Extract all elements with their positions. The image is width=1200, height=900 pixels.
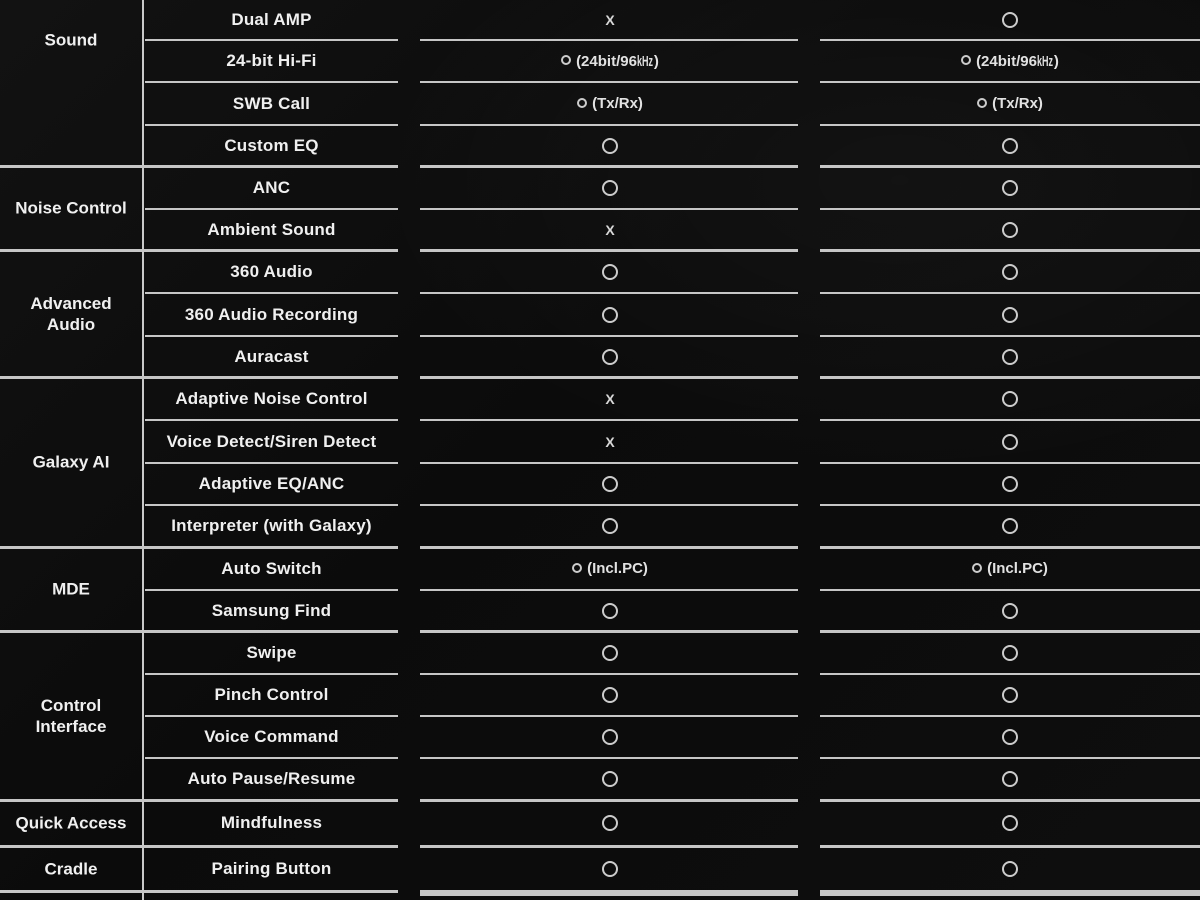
feature-label: Interpreter (with Galaxy)	[171, 516, 372, 535]
value-cell-b	[820, 505, 1200, 547]
yes-circle-icon	[1002, 815, 1018, 831]
feature-label: Pinch Control	[214, 685, 329, 704]
row-divider	[420, 890, 798, 896]
row-divider	[145, 81, 398, 83]
value-cell-a	[420, 293, 800, 336]
row-divider	[0, 546, 398, 549]
row-divider	[145, 757, 398, 759]
yes-circle-icon	[1002, 307, 1018, 323]
value-cell-b	[820, 166, 1200, 209]
row-divider	[820, 462, 1200, 464]
value-cell-a	[420, 250, 800, 293]
category-label: Advanced Audio	[30, 293, 112, 334]
row-divider	[145, 335, 398, 337]
row-divider	[420, 208, 798, 210]
value-cell-b	[820, 590, 1200, 631]
yes-circle-icon	[1002, 518, 1018, 534]
row-divider	[820, 376, 1200, 379]
no-x-icon: X	[605, 12, 615, 28]
value-cell-b	[820, 336, 1200, 377]
value-cell-a	[420, 674, 800, 716]
value-cell-b	[820, 846, 1200, 891]
row-divider	[145, 462, 398, 464]
row-divider	[145, 39, 398, 41]
row-divider	[0, 890, 398, 893]
row-divider	[420, 81, 798, 83]
yes-circle-icon	[1002, 349, 1018, 365]
category-label: Quick Access	[15, 813, 127, 833]
value-cell-b	[820, 716, 1200, 758]
category-label: Noise Control	[15, 198, 127, 218]
category-label: Control Interface	[35, 695, 107, 736]
feature-label: 24-bit Hi-Fi	[226, 51, 317, 70]
row-divider	[420, 292, 798, 294]
row-divider	[0, 799, 398, 802]
yes-circle-icon	[602, 476, 618, 492]
row-divider	[145, 589, 398, 591]
row-divider	[420, 630, 798, 633]
row-divider	[420, 165, 798, 168]
row-divider	[420, 673, 798, 675]
yes-circle-icon	[977, 98, 987, 108]
row-divider	[145, 419, 398, 421]
khz-unit: kHz	[636, 52, 653, 70]
value-cell-a	[420, 40, 800, 82]
yes-circle-icon	[1002, 476, 1018, 492]
feature-label: Voice Detect/Siren Detect	[166, 431, 377, 451]
value-note: (Incl.PC)	[987, 560, 1048, 577]
row-divider	[820, 890, 1200, 896]
row-divider	[420, 124, 798, 126]
value-cell-b	[820, 420, 1200, 463]
row-divider	[420, 845, 798, 848]
value-cell-a	[420, 463, 800, 505]
yes-circle-icon	[1002, 264, 1018, 280]
row-divider	[145, 715, 398, 717]
row-divider	[820, 799, 1200, 802]
yes-circle-icon	[1002, 771, 1018, 787]
value-cell-b	[820, 674, 1200, 716]
value-cell-a	[420, 377, 800, 420]
category-label: MDE	[52, 579, 90, 599]
row-divider	[820, 673, 1200, 675]
yes-circle-icon	[602, 603, 618, 619]
category-label: Sound	[44, 30, 98, 50]
row-divider	[820, 419, 1200, 421]
row-divider	[420, 462, 798, 464]
value-cell-a	[420, 0, 800, 40]
row-divider	[820, 335, 1200, 337]
value-note: (24bit/96kHz)	[976, 52, 1059, 70]
row-divider	[0, 376, 398, 379]
yes-circle-icon	[602, 771, 618, 787]
feature-label: Auracast	[234, 346, 309, 366]
row-divider	[145, 208, 398, 210]
value-note: (Incl.PC)	[587, 560, 648, 577]
feature-label: Swipe	[246, 642, 297, 662]
row-divider	[420, 419, 798, 421]
yes-circle-icon	[577, 98, 587, 108]
yes-circle-icon	[1002, 222, 1018, 238]
value-cell-a	[420, 82, 800, 125]
value-cell-b	[820, 758, 1200, 800]
row-divider	[820, 504, 1200, 506]
row-divider	[420, 335, 798, 337]
value-cell-a	[420, 547, 800, 590]
yes-circle-icon	[1002, 180, 1018, 196]
yes-circle-icon	[1002, 687, 1018, 703]
feature-label: Mindfulness	[220, 813, 323, 832]
row-divider	[145, 292, 398, 294]
value-cell-b	[820, 250, 1200, 293]
value-cell-a	[420, 631, 800, 674]
row-divider	[420, 546, 798, 549]
row-divider	[420, 504, 798, 506]
yes-circle-icon	[602, 687, 618, 703]
value-cell-b	[820, 800, 1200, 846]
yes-circle-icon	[1002, 645, 1018, 661]
no-x-icon: X	[605, 221, 615, 238]
row-divider	[420, 715, 798, 717]
value-cell-a	[420, 125, 800, 166]
category-label: Cradle	[44, 858, 98, 878]
row-divider	[0, 249, 398, 252]
yes-circle-icon	[602, 729, 618, 745]
category-label: Galaxy AI	[32, 452, 110, 472]
yes-circle-icon	[602, 307, 618, 323]
yes-circle-icon	[602, 349, 618, 365]
feature-label: Auto Switch	[221, 558, 322, 578]
value-cell-a	[420, 846, 800, 891]
feature-label: Pairing Button	[211, 858, 332, 878]
yes-circle-icon	[602, 645, 618, 661]
row-divider	[820, 845, 1200, 848]
column-divider	[142, 0, 144, 900]
row-divider	[0, 165, 398, 168]
value-cell-a	[420, 336, 800, 377]
value-cell-a	[420, 166, 800, 209]
value-cell-b	[820, 209, 1200, 250]
yes-circle-icon	[602, 138, 618, 154]
yes-circle-icon	[602, 861, 618, 877]
row-divider	[420, 799, 798, 802]
row-divider	[820, 292, 1200, 294]
row-divider	[820, 165, 1200, 168]
feature-label: Adaptive Noise Control	[175, 388, 368, 408]
feature-label: 360 Audio	[230, 261, 313, 281]
feature-label: Samsung Find	[211, 600, 332, 620]
yes-circle-icon	[1002, 861, 1018, 877]
value-cell-b	[820, 377, 1200, 420]
yes-circle-icon	[1002, 729, 1018, 745]
feature-label: SWB Call	[232, 93, 311, 113]
feature-label: Ambient Sound	[207, 219, 336, 239]
feature-label: Adaptive EQ/ANC	[198, 474, 345, 493]
yes-circle-icon	[972, 563, 982, 573]
row-divider	[820, 124, 1200, 126]
yes-circle-icon	[1002, 603, 1018, 619]
value-cell-a	[420, 716, 800, 758]
value-cell-b	[820, 0, 1200, 40]
row-divider	[420, 376, 798, 379]
row-divider	[420, 757, 798, 759]
yes-circle-icon	[1002, 12, 1018, 28]
value-cell-a	[420, 505, 800, 547]
row-divider	[0, 845, 398, 848]
row-divider	[420, 39, 798, 41]
yes-circle-icon	[961, 55, 971, 65]
feature-label: 360 Audio Recording	[184, 304, 359, 324]
value-cell-b	[820, 631, 1200, 674]
value-cell-b	[820, 547, 1200, 590]
no-x-icon: X	[605, 433, 615, 450]
value-cell-b	[820, 82, 1200, 125]
feature-label: Custom EQ	[224, 135, 319, 155]
yes-circle-icon	[602, 264, 618, 280]
row-divider	[820, 715, 1200, 717]
value-note: (Tx/Rx)	[992, 95, 1043, 112]
no-x-icon: X	[605, 390, 615, 407]
value-cell-a	[420, 800, 800, 846]
yes-circle-icon	[602, 180, 618, 196]
feature-label: Auto Pause/Resume	[187, 769, 356, 788]
row-divider	[0, 630, 398, 633]
yes-circle-icon	[1002, 391, 1018, 407]
value-note: (24bit/96kHz)	[576, 52, 659, 70]
value-note: (Tx/Rx)	[592, 95, 643, 112]
feature-label: Dual AMP	[231, 10, 312, 29]
row-divider	[420, 589, 798, 591]
row-divider	[145, 673, 398, 675]
yes-circle-icon	[561, 55, 571, 65]
value-cell-b	[820, 293, 1200, 336]
row-divider	[820, 546, 1200, 549]
row-divider	[820, 757, 1200, 759]
value-cell-a	[420, 758, 800, 800]
row-divider	[420, 249, 798, 252]
row-divider	[820, 630, 1200, 633]
row-divider	[820, 208, 1200, 210]
value-cell-a	[420, 590, 800, 631]
row-divider	[820, 589, 1200, 591]
yes-circle-icon	[572, 563, 582, 573]
khz-unit: kHz	[1036, 52, 1053, 70]
row-divider	[820, 81, 1200, 83]
feature-label: Voice Command	[204, 727, 339, 746]
row-divider	[820, 249, 1200, 252]
feature-label: ANC	[252, 177, 291, 197]
row-divider	[145, 504, 398, 506]
row-divider	[145, 124, 398, 126]
value-cell-b	[820, 463, 1200, 505]
yes-circle-icon	[1002, 138, 1018, 154]
value-cell-a	[420, 209, 800, 250]
value-cell-b	[820, 40, 1200, 82]
yes-circle-icon	[1002, 434, 1018, 450]
value-cell-a	[420, 420, 800, 463]
row-divider	[820, 39, 1200, 41]
yes-circle-icon	[602, 815, 618, 831]
yes-circle-icon	[602, 518, 618, 534]
value-cell-b	[820, 125, 1200, 166]
